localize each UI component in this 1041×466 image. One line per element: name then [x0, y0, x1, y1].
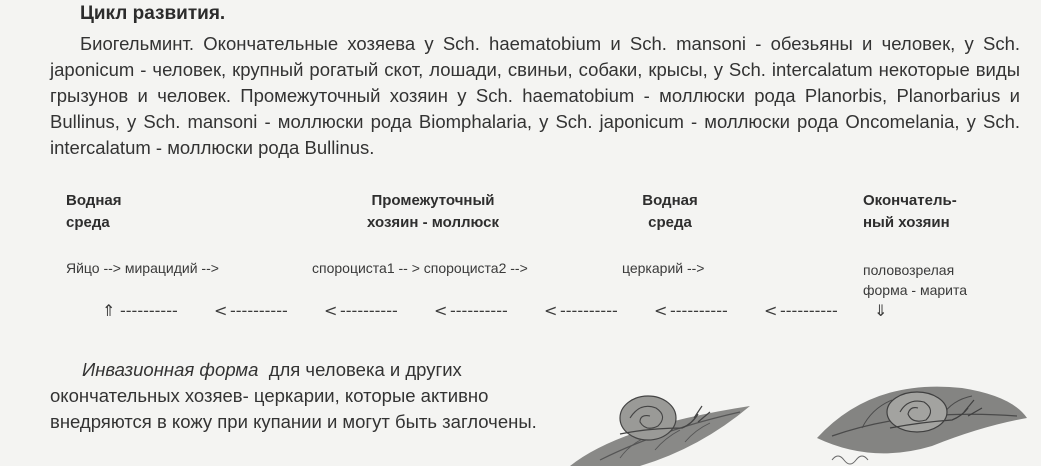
arrow-segment: ---------- [120, 301, 178, 320]
invasion-form-text: для человека и других окончательных хозяев- церкарии, которые активно внедряются в кожу при купании и могут быть заглочены. [50, 359, 537, 432]
return-arrow-row [102, 301, 892, 329]
stage-marita-line2: форма - марита [863, 282, 968, 298]
invasion-form-term: Инвазионная форма [82, 359, 259, 380]
label-intermediate-line1: Промежуточный [371, 192, 495, 209]
stage-marita [863, 260, 967, 300]
snail-on-leaf-illustration-1 [560, 378, 760, 466]
label-intermediate-host [352, 190, 514, 234]
label-water-2-line1: Водная [642, 192, 698, 209]
label-water-1-line1: Водная [66, 192, 122, 209]
stage-marita-line1: половозрелая [863, 262, 955, 278]
label-definitive-line2: ный хозяин [863, 214, 950, 231]
down-arrow-icon: ⇓ [874, 301, 888, 320]
stage-egg-miracidium: Яйцо --> мирацидий --> [66, 260, 219, 276]
arrow-head-left: < [434, 301, 448, 320]
label-water-environment-2 [624, 190, 716, 234]
arrow-segment: ---------- [230, 301, 288, 320]
arrow-head-left: < [764, 301, 778, 320]
arrow-segment: ---------- [340, 301, 398, 320]
stage-sporocysts: спороциста1 -- > спороциста2 --> [312, 260, 528, 276]
arrow-segment: ---------- [450, 301, 508, 320]
snail-on-leaf-illustration-2 [812, 368, 1037, 466]
section-heading: Цикл развития. [80, 3, 226, 24]
label-definitive-line1: Окончатель- [863, 192, 957, 209]
invasion-form-paragraph [50, 357, 540, 435]
life-cycle-paragraph [50, 31, 1020, 161]
arrow-head-left: < [214, 301, 228, 320]
stage-cercaria: церкарий --> [622, 260, 705, 276]
life-cycle-paragraph-text: Биогельминт. Окончательные хозяева у Sch. haematobium и Sch. mansoni - обезьяны и человек, у Sch. japonicum - человек, крупный рогатый скот, лошади, свиньи, собаки, крысы, у Sch. intercalatum некоторые виды грызунов и человек. Промежуточный хозяин у Sch. haematobium - моллюски рода Planorbis, Planorbarius и Bullinus, у Sch. mansoni - моллюски рода Biomphalaria, у Sch. japonicum - моллюски рода Oncomelania, у Sch. intercalatum - моллюски рода Bullinus. [50, 33, 1020, 158]
label-definitive-host [863, 190, 957, 234]
arrow-segment: ---------- [560, 301, 618, 320]
arrow-head-left: < [654, 301, 668, 320]
arrow-segment: ---------- [670, 301, 728, 320]
label-intermediate-line2: хозяин - моллюск [367, 214, 499, 231]
label-water-1-line2: среда [66, 214, 110, 231]
label-water-environment-1 [66, 190, 121, 234]
arrow-head-left: < [544, 301, 558, 320]
arrow-head-left: < [324, 301, 338, 320]
arrow-segment: ---------- [780, 301, 838, 320]
up-arrow-icon: ⇑ [102, 301, 116, 320]
label-water-2-line2: среда [648, 214, 692, 231]
